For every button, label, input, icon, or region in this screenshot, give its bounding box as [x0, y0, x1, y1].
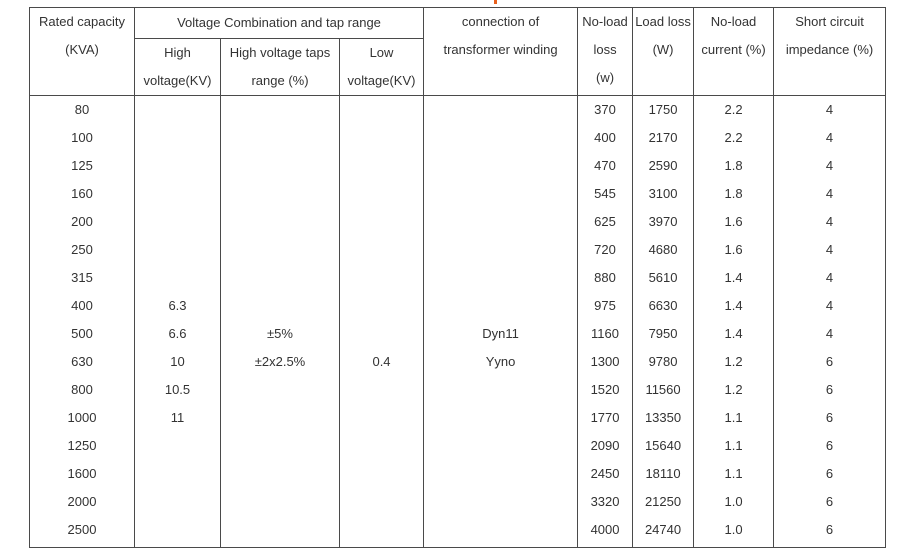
table-cell: 4 [825, 214, 834, 229]
table-cell: ±5% [267, 326, 293, 341]
table-cell: 1.4 [724, 270, 743, 285]
table-cell: 400 [594, 130, 616, 145]
table-cell: 1770 [590, 410, 620, 425]
header-no-load-loss: No-load loss (w) [578, 8, 633, 96]
table-cell: 4 [825, 270, 834, 285]
table-cell: 18110 [645, 466, 681, 481]
table-cell: 1.4 [724, 326, 743, 341]
header-short-circuit-impedance: Short circuit impedance (%) [774, 8, 886, 96]
table-cell: 80 [74, 102, 90, 117]
table-cell: 400 [71, 298, 93, 313]
header-low-voltage: Low voltage(KV) [340, 39, 424, 96]
table-cell: Dyn11 [482, 326, 519, 341]
table-cell: 1.1 [724, 438, 743, 453]
table-cell: 2.2 [724, 102, 743, 117]
table-cell: 6 [825, 494, 834, 509]
table-cell: 1520 [590, 382, 620, 397]
table-cell: 4 [825, 158, 834, 173]
table-cell: 4000 [590, 522, 620, 537]
header-hv-taps-range: High voltage taps range (%) [221, 39, 340, 96]
table-cell: 2500 [67, 522, 97, 537]
column-connection [424, 96, 578, 548]
accent-mark [494, 0, 497, 4]
table-cell: 625 [594, 214, 616, 229]
table-cell: 200 [71, 214, 93, 229]
table-cell: 2090 [590, 438, 620, 453]
table-cell: 1.8 [724, 158, 743, 173]
table-cell: 1600 [67, 466, 97, 481]
table-cell: 630 [71, 354, 93, 369]
table-cell: 1.1 [724, 410, 743, 425]
table-cell: 2000 [67, 494, 97, 509]
table-cell: 2170 [648, 130, 678, 145]
table-cell: 10.5 [164, 382, 191, 397]
header-high-voltage: High voltage(KV) [135, 39, 221, 96]
table-cell: ±2x2.5% [254, 354, 306, 369]
table-cell: 6.3 [168, 298, 187, 313]
table-cell: 975 [594, 298, 616, 313]
table-cell: 880 [594, 270, 616, 285]
table-cell: 21250 [644, 494, 682, 509]
table-cell: 7950 [648, 326, 678, 341]
header-rated-capacity: Rated capacity (KVA) [30, 8, 135, 96]
table-cell: 1.0 [724, 522, 743, 537]
table-cell: 720 [594, 242, 616, 257]
header-load-loss: Load loss (W) [633, 8, 694, 96]
table-cell: 125 [71, 158, 93, 173]
table-cell: 4 [825, 326, 834, 341]
table-cell: 1750 [648, 102, 678, 117]
table-cell: 6 [825, 438, 834, 453]
table-cell: 6.6 [168, 326, 187, 341]
table-cell: 1.6 [724, 242, 743, 257]
table-cell: 10 [170, 354, 185, 369]
table-cell: 15640 [644, 438, 682, 453]
column-low-voltage [340, 96, 424, 548]
header-no-load-current: No-load current (%) [694, 8, 774, 96]
table-cell: 1000 [67, 410, 97, 425]
table-cell: 2.2 [724, 130, 743, 145]
table-cell: 6 [825, 410, 834, 425]
table-cell: 1.0 [724, 494, 743, 509]
table-cell: 4680 [648, 242, 678, 257]
table-cell: 1.8 [724, 186, 743, 201]
table-cell: 4 [825, 130, 834, 145]
table-cell: 4 [825, 102, 834, 117]
table-cell: 6 [825, 382, 834, 397]
table-cell: 2590 [648, 158, 678, 173]
table-cell: 1250 [67, 438, 97, 453]
table-cell: 545 [594, 186, 616, 201]
table-cell: 1.2 [724, 354, 743, 369]
table-cell: 470 [594, 158, 616, 173]
table-cell: 250 [71, 242, 93, 257]
table-cell: 11 [170, 410, 185, 425]
table-cell: 1.2 [724, 382, 743, 397]
table-cell: 11560 [645, 382, 681, 397]
table-cell: 24740 [644, 522, 682, 537]
table-cell: 315 [71, 270, 93, 285]
table-cell: 13350 [644, 410, 682, 425]
table-cell: 1300 [590, 354, 620, 369]
table-cell: 6 [825, 354, 834, 369]
column-rated-capacity [30, 96, 135, 548]
column-high-voltage [135, 96, 221, 548]
table-cell: 2450 [590, 466, 620, 481]
transformer-spec-table [29, 7, 886, 548]
table-cell: 6 [825, 466, 834, 481]
column-no-load-loss [578, 96, 633, 548]
table-cell: 1160 [591, 326, 620, 341]
table-cell: 6630 [648, 298, 678, 313]
table-cell: 5610 [648, 270, 678, 285]
table-cell: 4 [825, 186, 834, 201]
column-impedance [774, 96, 886, 548]
table-cell: 800 [71, 382, 93, 397]
table-cell: 3320 [590, 494, 620, 509]
table-cell: 160 [71, 186, 93, 201]
table-cell: 500 [71, 326, 93, 341]
table-cell: 1.6 [724, 214, 743, 229]
table-cell: 9780 [648, 354, 678, 369]
column-no-load-current [694, 96, 774, 548]
table-cell: Yyno [485, 354, 516, 369]
table-cell: 1.1 [724, 466, 743, 481]
column-hv-taps-range [221, 96, 340, 548]
header-voltage-combination: Voltage Combination and tap range [135, 8, 424, 39]
table-cell: 370 [594, 102, 616, 117]
column-load-loss [633, 96, 694, 548]
table-cell: 1.4 [724, 298, 743, 313]
table-cell: 4 [825, 298, 834, 313]
table-cell: 0.4 [372, 354, 391, 369]
table-cell: 6 [825, 522, 834, 537]
table-cell: 4 [825, 242, 834, 257]
table-cell: 100 [71, 130, 93, 145]
header-connection: connection of transformer winding [424, 8, 578, 96]
table-cell: 3100 [648, 186, 678, 201]
table-cell: 3970 [648, 214, 678, 229]
